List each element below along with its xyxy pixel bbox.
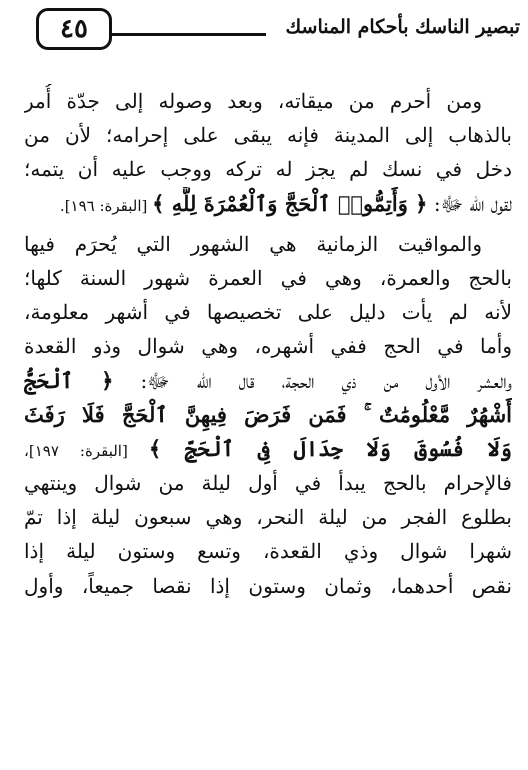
text-line: نقص أحدهما، وثمان وستون إذا نقصا جميعاً، وأول: [24, 573, 512, 598]
quran-verse: أَشْهُرٌ مَّعْلُومَٰتٌ ۚ فَمَن فَرَضَ فِيهِنَّ ٱلْحَجَّ فَلَا رَفَثَ: [24, 401, 512, 427]
text-line: وأما في الحج ففي أشهره، وهي شوال وذو القعدة: [24, 334, 512, 359]
quran-verse: وَلَا فُسُوقَ وَلَا جِدَالَ فِى ٱلْحَجِّ ﴾: [148, 435, 512, 461]
text-line: بالذهاب إلى المدينة فإنه يبقى على إحرامه؛ لأن من: [24, 123, 512, 148]
text-line: بطلوع الفجر من ليلة النحر، وهي سبعون ليلة إذا تمّ: [24, 505, 512, 530]
page-number-badge: [36, 8, 112, 50]
book-title: تبصير الناسك بأحكام المناسك: [285, 16, 520, 38]
text-line: والمواقيت الزمانية هي الشهور التي يُحرَم فيها: [24, 231, 482, 256]
quran-verse: ﴿ وَأَتِمُّوا۟ ٱلْحَجَّ وَٱلْعُمْرَةَ لِلَّهِ ﴾: [152, 190, 428, 216]
text-line: بالحج والعمرة، وهي في العمرة شهور السنة كلها؛: [24, 265, 512, 290]
verse-citation: [البقرة: ١٩٦].: [59, 196, 153, 215]
text-line: دخل في نسك لم يجز له تركه ووجب عليه أن يتمه؛: [24, 157, 512, 182]
quran-verse: ﴿ ٱلْحَجُّ: [24, 367, 114, 393]
text-line: فالإحرام بالحج يبدأ في أول ليلة من شوال وينتهي: [24, 471, 512, 496]
text-line: [24, 398, 512, 432]
text-line: ومن أحرم من ميقاته، وبعد وصوله إلى جدّة أُمر: [24, 89, 482, 113]
page-number: ٤٥: [60, 14, 88, 44]
verse-citation: [البقرة: ١٩٧]،: [24, 441, 149, 460]
text-line: شهرا شوال وذي القعدة، وتسع وستون ليلة إذا: [24, 539, 512, 564]
text-line: لأنه لم يأت دليل على تخصيصها في أشهر معلومة،: [24, 300, 512, 325]
text-line: لقول الله ﷻ: ﴿ وَأَتِمُّوا۟ ٱلْحَجَّ وَٱلْعُمْرَةَ لِلَّهِ ﴾ [البقرة: ١٩٦].: [59, 190, 512, 216]
text-line: [24, 432, 512, 466]
body-text: [24, 84, 512, 603]
text-line: والعشر الأول من ذي الحجة، قال الله ﷻ: ﴿ ٱلْحَجُّ: [24, 367, 512, 393]
header-rule: [112, 33, 266, 36]
